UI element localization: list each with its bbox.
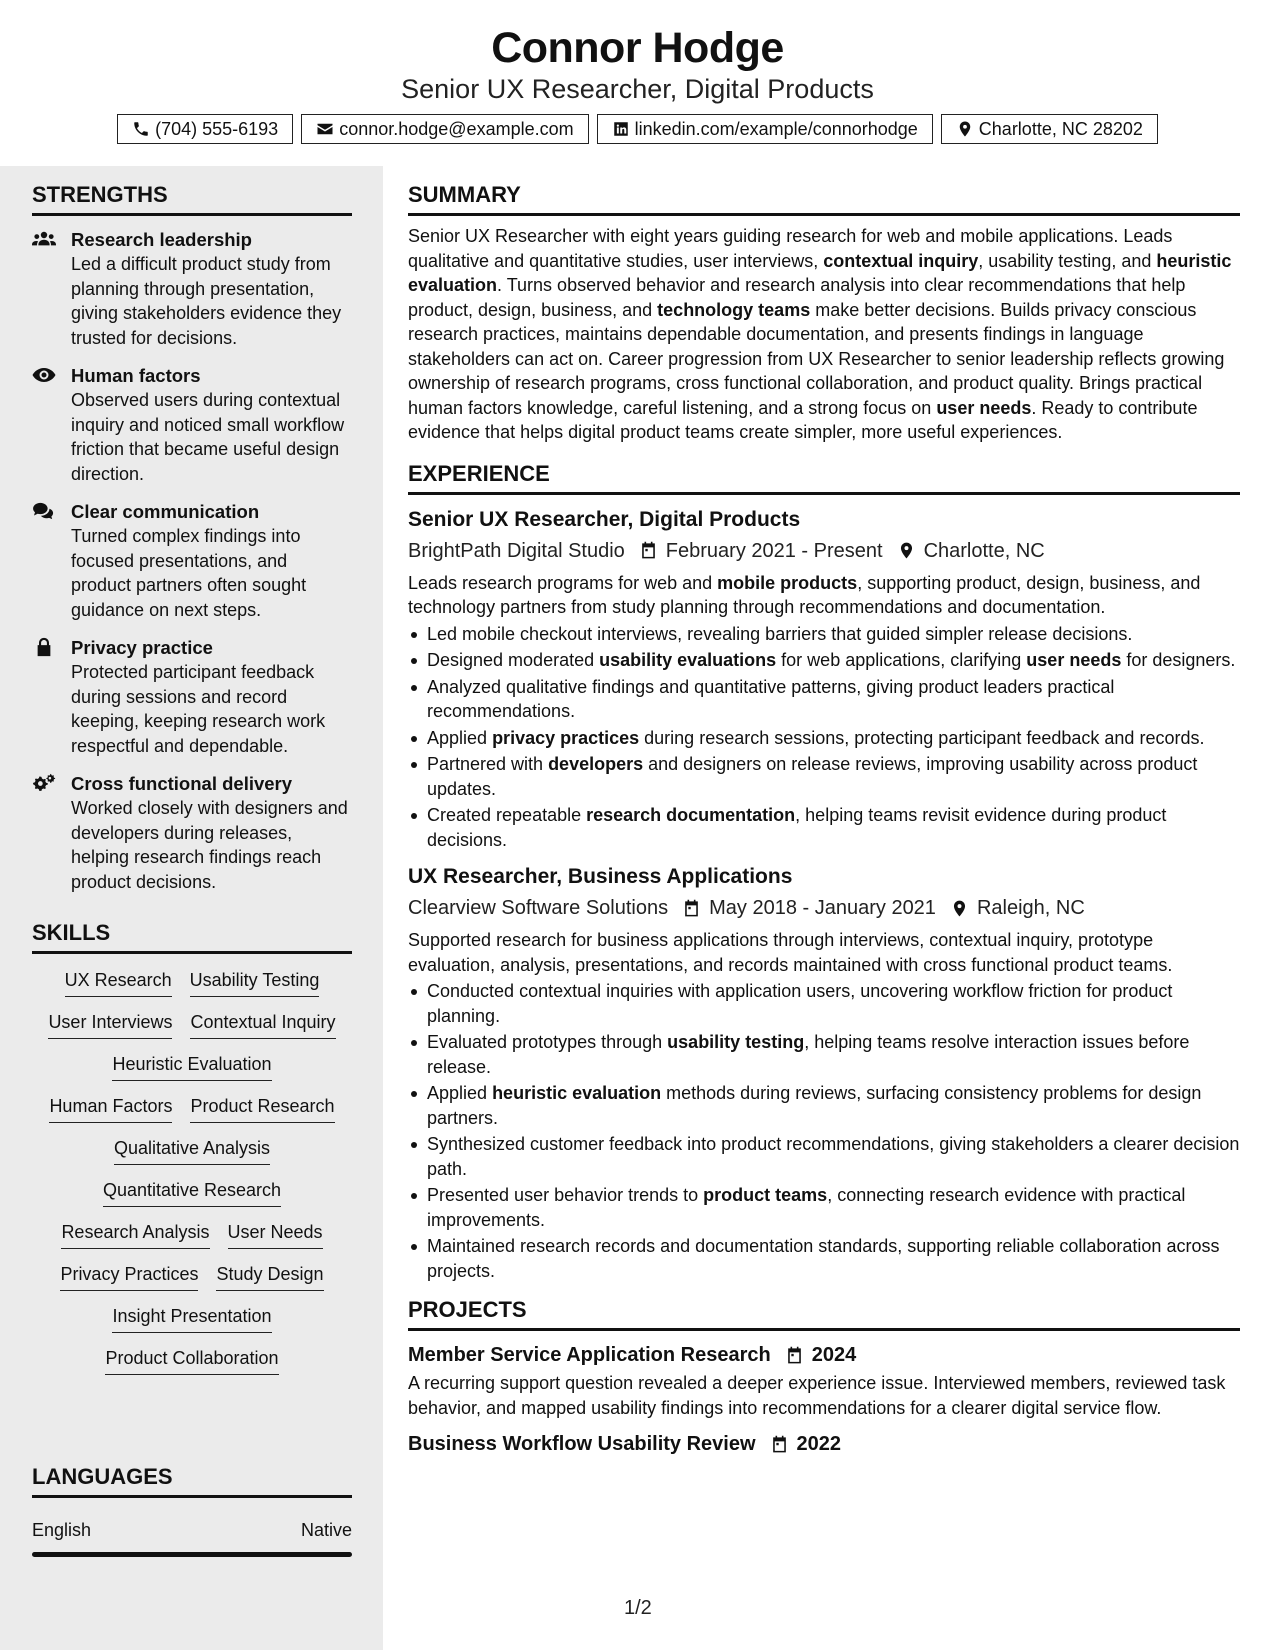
experience-title: EXPERIENCE bbox=[408, 461, 1240, 495]
skill-tag: Insight Presentation bbox=[112, 1304, 271, 1333]
skills-list bbox=[32, 968, 352, 1375]
job-company: Clearview Software Solutions bbox=[408, 897, 669, 919]
users-icon bbox=[32, 229, 56, 249]
gears-icon bbox=[32, 773, 56, 793]
project-title: Member Service Application Research bbox=[408, 1344, 771, 1366]
job-bullet: Analyzed qualitative findings and quantitative patterns, giving product leaders practical recommendations. bbox=[408, 675, 1240, 724]
job-entry bbox=[408, 506, 1240, 853]
skill-tag: Heuristic Evaluation bbox=[112, 1052, 271, 1081]
main-content bbox=[408, 166, 1240, 1458]
eye-icon bbox=[32, 365, 56, 385]
project-year: 2022 bbox=[796, 1433, 842, 1455]
strength-desc: Turned complex findings into focused presentations, and product partners often sought guidance on next steps. bbox=[71, 526, 307, 620]
bold-phrase: mobile products bbox=[717, 572, 858, 593]
skill-tag: Privacy Practices bbox=[60, 1262, 198, 1291]
project-year: 2024 bbox=[811, 1344, 857, 1366]
project-description: A recurring support question revealed a deeper experience issue. Interviewed members, reviewed task behavior, and mapped usability findings into recommendations for a clearer digital service flow. bbox=[408, 1373, 1226, 1418]
job-bullet: Applied heuristic evaluation methods during reviews, surfacing consistency problems for design partners. bbox=[408, 1081, 1240, 1130]
calendar-icon bbox=[785, 1346, 804, 1365]
job-bullet: Applied privacy practices during research sessions, protecting participant feedback and records. bbox=[408, 726, 1240, 751]
skill-tag: Human Factors bbox=[49, 1094, 172, 1123]
comments-icon bbox=[32, 501, 56, 521]
bold-phrase: usability testing bbox=[667, 1032, 805, 1052]
job-bullets bbox=[408, 979, 1240, 1283]
map-pin-icon bbox=[950, 899, 969, 918]
skill-tag: Qualitative Analysis bbox=[114, 1136, 270, 1165]
skill-tag: UX Research bbox=[65, 968, 172, 997]
job-bullet: Maintained research records and documentation standards, supporting reliable collaboration across projects. bbox=[408, 1234, 1240, 1283]
job-title: UX Researcher, Business Applications bbox=[408, 865, 793, 888]
job-bullet: Partnered with developers and designers on release reviews, improving usability across product updates. bbox=[408, 752, 1240, 801]
bold-phrase: product teams bbox=[703, 1185, 828, 1205]
bold-phrase: heuristic evaluation bbox=[408, 250, 1232, 295]
skill-tag: Contextual Inquiry bbox=[190, 1010, 335, 1039]
job-meta bbox=[408, 894, 1240, 922]
projects-title: PROJECTS bbox=[408, 1297, 1240, 1331]
skill-tag: User Interviews bbox=[48, 1010, 172, 1039]
project-title-row bbox=[408, 1341, 1240, 1369]
skill-tag: Product Research bbox=[190, 1094, 334, 1123]
job-bullets bbox=[408, 622, 1240, 853]
job-dates: February 2021 - Present bbox=[665, 539, 883, 562]
project-entry bbox=[408, 1341, 1240, 1420]
page-number: 1/2 bbox=[624, 1597, 652, 1619]
bold-phrase: usability evaluations bbox=[599, 650, 777, 670]
contact-linkedin[interactable] bbox=[597, 114, 933, 144]
contact-email[interactable] bbox=[301, 114, 588, 144]
strength-title: Human factors bbox=[71, 365, 201, 386]
project-entry bbox=[408, 1430, 1240, 1458]
map-pin-icon bbox=[897, 541, 916, 560]
strength-title: Cross functional delivery bbox=[71, 773, 293, 794]
job-title: Senior UX Researcher, Digital Products bbox=[408, 507, 801, 531]
strength-desc: Observed users during contextual inquiry and noticed small workflow friction that became useful design direction. bbox=[71, 390, 345, 484]
summary-title: SUMMARY bbox=[408, 182, 1240, 216]
job-bullet: Created repeatable research documentation, helping teams revisit evidence during product decisions. bbox=[408, 803, 1240, 852]
job-bullet: Conducted contextual inquiries with application users, uncovering workflow friction for product planning. bbox=[408, 979, 1240, 1028]
bold-phrase: technology teams bbox=[657, 299, 811, 320]
contact-linkedin-text: linkedin.com/example/connorhodge bbox=[634, 118, 918, 139]
summary-section bbox=[408, 182, 1240, 445]
bold-phrase: privacy practices bbox=[492, 727, 640, 748]
project-title: Business Workflow Usability Review bbox=[408, 1433, 756, 1455]
language-level: Native bbox=[300, 1520, 352, 1540]
sidebar bbox=[0, 166, 383, 1650]
summary-text: Senior UX Researcher with eight years guiding research for web and mobile applications. Leads qualitative and quantitative studies, user interviews, contextual inquiry, usability testing, and heuristic evaluation. Turns observed behavior and research analysis into clear recommendations that help product, design, business, and technology teams make better decisions. Builds privacy conscious research practices, maintains dependable documentation, and presents findings in language stakeholders can act on. Career progression from UX Researcher to senior leadership reflects growing ownership of research programs, cross functional collaboration, and product quality. Brings practical human factors knowledge, careful listening, and a strong focus on user needs. Ready to contribute evidence that helps digital product teams create simpler, more useful experiences. bbox=[408, 226, 1232, 442]
job-bullet: Presented user behavior trends to product teams, connecting research evidence with practical improvements. bbox=[408, 1183, 1240, 1232]
bold-phrase: heuristic evaluation bbox=[492, 1083, 662, 1103]
strength-item bbox=[32, 772, 352, 894]
skill-tag: Product Collaboration bbox=[105, 1346, 278, 1375]
bold-phrase: research documentation bbox=[586, 805, 796, 825]
skill-tag: User Needs bbox=[228, 1220, 323, 1249]
bold-phrase: contextual inquiry bbox=[823, 250, 979, 271]
contact-phone-text: (704) 555-6193 bbox=[155, 118, 279, 139]
bold-phrase: user needs bbox=[1026, 650, 1122, 670]
language-proficiency-bar bbox=[32, 1552, 352, 1557]
skill-tag: Usability Testing bbox=[190, 968, 320, 997]
strength-desc: Worked closely with designers and developers during releases, helping research findings reach product decisions. bbox=[71, 798, 348, 892]
candidate-role: Senior UX Researcher, Digital Products bbox=[401, 74, 874, 104]
strength-item bbox=[32, 636, 352, 758]
skill-tag: Research Analysis bbox=[61, 1220, 209, 1249]
language-name: English bbox=[32, 1520, 92, 1540]
candidate-name: Connor Hodge bbox=[491, 24, 784, 72]
bold-phrase: user needs bbox=[936, 397, 1032, 418]
project-title-row bbox=[408, 1430, 1240, 1458]
strength-title: Research leadership bbox=[71, 229, 252, 250]
job-meta bbox=[408, 537, 1240, 565]
strengths-title: STRENGTHS bbox=[32, 182, 352, 216]
job-company: BrightPath Digital Studio bbox=[408, 539, 625, 562]
strength-desc: Led a difficult product study from planning through presentation, giving stakeholders evidence they trusted for decisions. bbox=[71, 254, 342, 348]
contact-email-text: connor.hodge@example.com bbox=[339, 118, 574, 139]
resume-header bbox=[0, 0, 1275, 166]
languages-title: LANGUAGES bbox=[32, 1464, 352, 1498]
strength-title: Privacy practice bbox=[71, 637, 213, 658]
job-location: Raleigh, NC bbox=[976, 897, 1085, 919]
strength-title: Clear communication bbox=[71, 501, 260, 522]
skill-tag: Quantitative Research bbox=[103, 1178, 281, 1207]
bold-phrase: developers bbox=[548, 754, 644, 774]
strength-item bbox=[32, 228, 352, 350]
skills-title: SKILLS bbox=[32, 920, 352, 954]
job-dates: May 2018 - January 2021 bbox=[709, 897, 936, 919]
job-description: Supported research for business applications through interviews, contextual inquiry, prototype evaluation, analysis, presentations, and records maintained with cross functional product teams. bbox=[408, 930, 1173, 975]
strengths-section bbox=[32, 182, 352, 894]
job-bullet: Led mobile checkout interviews, revealing barriers that guided simpler release decisions. bbox=[408, 622, 1240, 647]
experience-section bbox=[408, 461, 1240, 1284]
job-bullet: Designed moderated usability evaluations for web applications, clarifying user needs for designers. bbox=[408, 648, 1240, 673]
language-row bbox=[32, 1520, 352, 1541]
strength-item bbox=[32, 500, 352, 622]
projects-section bbox=[408, 1297, 1240, 1458]
envelope-icon bbox=[316, 120, 334, 138]
phone-icon bbox=[132, 120, 150, 138]
lock-icon bbox=[32, 637, 56, 657]
contact-phone[interactable] bbox=[117, 114, 293, 144]
contact-bar bbox=[0, 114, 1275, 144]
contact-location-text: Charlotte, NC 28202 bbox=[978, 118, 1143, 139]
map-pin-icon bbox=[956, 120, 974, 138]
contact-location bbox=[941, 114, 1158, 144]
job-bullet: Evaluated prototypes through usability testing, helping teams resolve interaction issues before release. bbox=[408, 1030, 1240, 1079]
skills-section bbox=[32, 920, 352, 1375]
job-description: Leads research programs for web and mobile products, supporting product, design, business, and technology partners from study planning through recommendations and documentation. bbox=[408, 572, 1201, 617]
job-bullet: Synthesized customer feedback into product recommendations, giving stakeholders a clearer decision path. bbox=[408, 1132, 1240, 1181]
calendar-icon bbox=[682, 899, 701, 918]
job-entry bbox=[408, 863, 1240, 1283]
strength-desc: Protected participant feedback during sessions and record keeping, keeping research work respectful and dependable. bbox=[71, 662, 326, 756]
skill-tag: Study Design bbox=[216, 1262, 323, 1291]
languages-section bbox=[32, 1464, 352, 1557]
job-location: Charlotte, NC bbox=[923, 539, 1045, 562]
linkedin-icon bbox=[612, 120, 630, 138]
calendar-icon bbox=[639, 541, 658, 560]
calendar-icon bbox=[770, 1435, 789, 1454]
strength-item bbox=[32, 364, 352, 486]
